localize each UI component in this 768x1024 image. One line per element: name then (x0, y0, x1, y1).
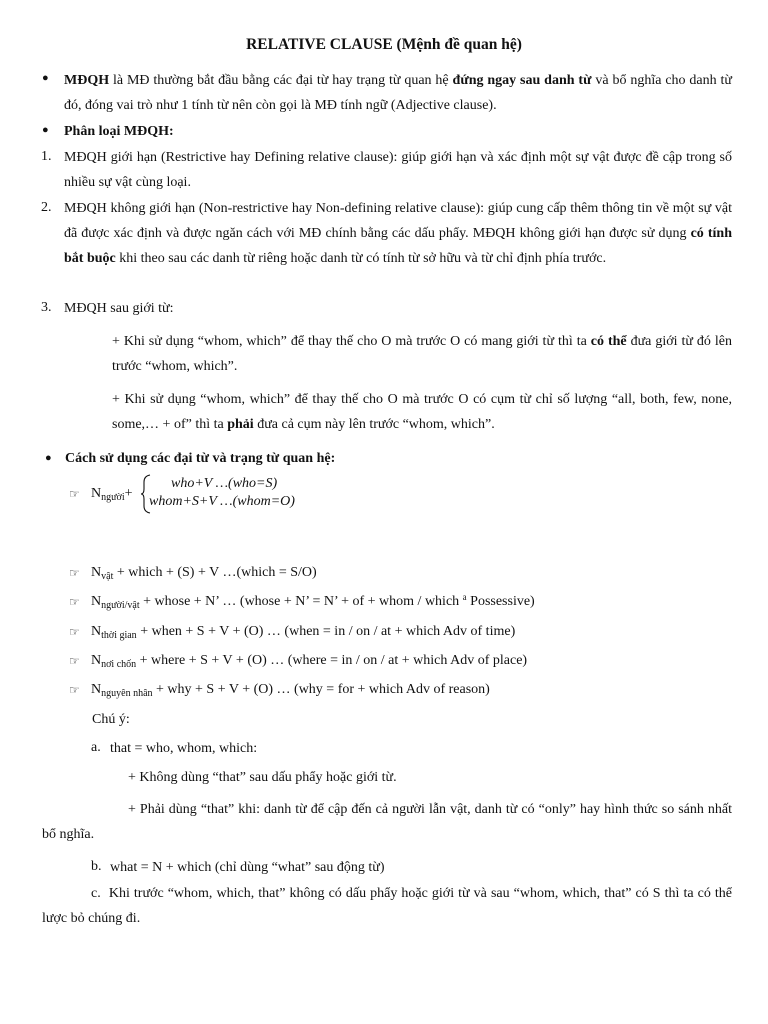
noun-symbol: N (91, 624, 102, 639)
formula-why (91, 682, 490, 698)
sub1-text-a: + Khi sử dụng “whom, which” để thay thế cho O mà trước O có mang giới từ thì ta (112, 334, 591, 349)
formula-text: + where + S + V + (O) … (where = in / on / at + which Adv of place) (136, 653, 528, 668)
note-label: Chú ý: (92, 712, 130, 727)
noun-subscript: người/vật (101, 600, 140, 611)
formula-whose (91, 594, 535, 610)
item2-text-a: MĐQH không giới hạn (Non-restrictive hay Non-defining relative clause): giúp cung cấp thêm thông tin về một sự vật đã được xác định và được ngăn cách với MĐ chính bằng các dấu phẩy. MĐQH không giới hạn được sử dụng (64, 201, 732, 241)
note-a-text: that = who, whom, which: (110, 741, 258, 756)
formula-who: who+V …(who=S) (171, 476, 278, 491)
bullet-icon: ● (42, 124, 49, 136)
formula-text: + which + (S) + V …(which = S/O) (113, 565, 317, 580)
sub2-bold: phải (227, 417, 254, 432)
note-a-label: a. (91, 740, 101, 755)
intro-text-1: là MĐ thường bắt đầu bằng các đại từ hay trạng từ quan hệ (109, 73, 453, 88)
note-c (42, 881, 732, 931)
noun-subscript: nơi chốn (101, 659, 137, 670)
superscript-mark: a (462, 592, 467, 602)
list-item-restrictive: MĐQH giới hạn (Restrictive hay Defining relative clause): giúp giới hạn và xác định một sự vật được đề cập trong số nhiều sự vật cùng loại. (64, 150, 732, 190)
noun-subscript: nguyên nhân (101, 688, 153, 699)
list-number: 3. (41, 300, 52, 315)
noun-symbol: N (91, 653, 102, 668)
formula-which (91, 565, 317, 581)
pointing-hand-icon: ☞ (69, 654, 80, 668)
classification-heading: Phân loại MĐQH: (64, 124, 174, 139)
item2-bold: có tính bắt buộc (64, 226, 732, 266)
sub1-bold: có thể (590, 334, 627, 349)
noun-symbol: N (91, 682, 102, 697)
formula-person (91, 486, 133, 502)
formula-when (91, 624, 515, 640)
bullet-icon: ● (42, 72, 49, 84)
page-title: RELATIVE CLAUSE (Mệnh đề quan hệ) (246, 36, 522, 53)
pointing-hand-icon: ☞ (69, 683, 80, 697)
formula-text-end: Possessive) (466, 594, 535, 609)
noun-subscript: thời gian (101, 630, 137, 641)
note-b-text: what = N + which (chỉ dùng “what” sau động từ) (110, 860, 385, 875)
sub-item-quantifier (112, 387, 732, 437)
list-number: 2. (41, 200, 52, 215)
item2-text-b: khi theo sau các danh từ riêng hoặc danh từ có tính từ sở hữu và từ chỉ định phía trước. (115, 251, 607, 266)
note-b-label: b. (91, 859, 102, 874)
usage-heading: Cách sử dụng các đại từ và trạng từ quan hệ: (65, 451, 336, 466)
formula-where (91, 653, 527, 669)
note-a1: + Không dùng “that” sau dấu phẩy hoặc giới từ. (128, 770, 397, 785)
formula-whom: whom+S+V …(whom=O) (149, 494, 295, 509)
note-c-label: c. (91, 886, 101, 901)
intro-text-2: và bổ nghĩa cho danh từ đó, đóng vai trò như 1 tính từ nên còn gọi là MĐ tính ngữ (Adjective clause). (64, 73, 732, 113)
sub-item-whom-which-preposition (112, 329, 732, 379)
list-item-non-restrictive (64, 196, 732, 271)
intro-paragraph (64, 68, 732, 118)
pointing-hand-icon: ☞ (69, 487, 80, 501)
noun-subscript: vật (101, 571, 114, 582)
formula-text: + why + S + V + (O) … (why = for + which Adv of reason) (152, 682, 490, 697)
intro-bold: đứng ngay sau danh từ (452, 73, 592, 88)
bullet-icon: ● (45, 452, 52, 464)
plus-sign: + (124, 486, 133, 501)
noun-subscript: người (101, 492, 125, 503)
noun-symbol: N (91, 594, 102, 609)
pointing-hand-icon: ☞ (69, 595, 80, 609)
pointing-hand-icon: ☞ (69, 625, 80, 639)
pointing-hand-icon: ☞ (69, 566, 80, 580)
sub2-text-a: + Khi sử dụng “whom, which” để thay thế cho O mà trước O có cụm từ chỉ số lượng “all, both, few, none, some,… + of” thì ta (112, 392, 732, 432)
note-a2: + Phải dùng “that” khi: danh từ để cập đến cả người lẫn vật, danh từ có “only” hay hình thức so sánh nhất bổ nghĩa. (42, 802, 732, 842)
list-item-preposition: MĐQH sau giới từ: (64, 301, 174, 316)
sub1-text-b: đưa giới từ đó lên trước “whom, which”. (112, 334, 732, 374)
note-c-text: Khi trước “whom, which, that” không có dấu phẩy hoặc giới từ và sau “whom, which, that” có S thì ta có thể lược bỏ chúng đi. (42, 886, 732, 926)
formula-text: + whose + N’ … (whose + N’ = N’ + of + whom / which (139, 594, 463, 609)
noun-symbol: N (91, 486, 102, 501)
noun-symbol: N (91, 565, 102, 580)
formula-text: + when + S + V + (O) … (when = in / on / at + which Adv of time) (136, 624, 516, 639)
list-number: 1. (41, 149, 52, 164)
intro-term: MĐQH (64, 73, 110, 88)
sub2-text-b: đưa cả cụm này lên trước “whom, which”. (253, 417, 495, 432)
